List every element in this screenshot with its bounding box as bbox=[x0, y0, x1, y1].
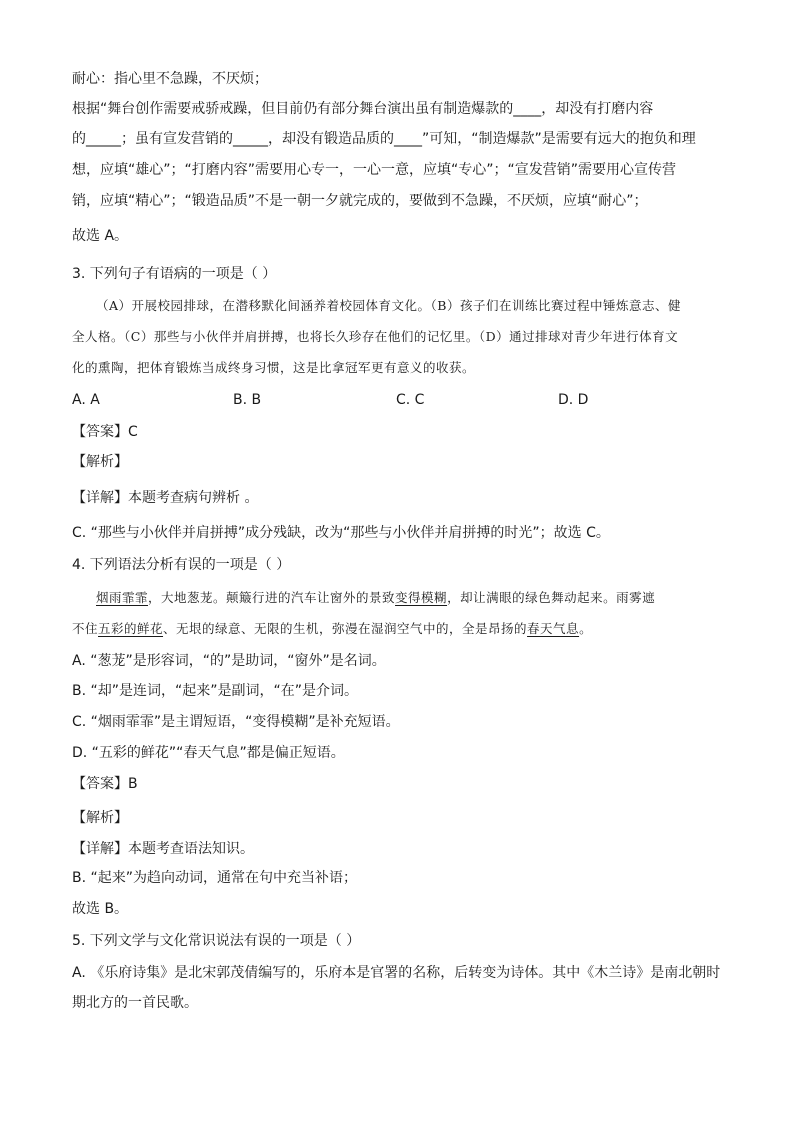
question-3-passage: （A）开展校园排球，在潜移默化间涵养着校园体育文化。（B）孩子们在训练比赛过程中锤炼意志、健 bbox=[96, 298, 681, 313]
answer-label: 【答案】B bbox=[72, 776, 138, 792]
option-a: A. “葱茏”是形容词，“的”是助词，“窗外”是名词。 bbox=[72, 653, 386, 669]
underlined-phrase: 春天气息 bbox=[527, 621, 580, 636]
detail-explanation: 【详解】本题考查语法知识。 bbox=[72, 841, 254, 857]
underlined-phrase: 五彩的鲜花 bbox=[98, 621, 164, 636]
question-3-stem: 3. 下列句子有语病的一项是（ ） bbox=[72, 266, 277, 282]
option-b: B. “却”是连词，“起来”是副词，“在”是介词。 bbox=[72, 683, 359, 699]
text-line: 故选 A。 bbox=[72, 228, 129, 244]
question-5-stem: 5. 下列文学与文化常识说法有误的一项是（ ） bbox=[72, 933, 361, 949]
explanation-line: C. “那些与小伙伴并肩拼搏”成分残缺，改为“那些与小伙伴并肩拼搏的时光”；故选 C。 bbox=[72, 525, 610, 541]
passage-text: ，却让满眼的绿色舞动起来。雨雾遮 bbox=[447, 590, 656, 605]
underlined-phrase: 变得模糊 bbox=[395, 590, 448, 605]
passage-text: 不住 bbox=[72, 621, 99, 636]
answer-label: 【答案】C bbox=[72, 424, 138, 440]
question-3-passage: 化的熏陶，把体育锻炼当成终身习惯，这是比拿冠军更有意义的收获。 bbox=[72, 360, 476, 375]
passage-text: 、无垠的绿意、无限的生机，弥漫在湿润空气中的，全是昂扬的 bbox=[163, 621, 528, 636]
passage-text: 。 bbox=[579, 621, 593, 636]
text-line: 耐心：指心里不急躁，不厌烦； bbox=[72, 71, 268, 87]
passage-text: 行进的汽车让窗外的景致 bbox=[252, 590, 396, 605]
question-4-passage bbox=[72, 619, 734, 639]
text-line: 想，应填“雄心”；“打磨内容”需要用心专一，一心一意，应填“专心”；“宣发营销”需要用心宣传营 bbox=[72, 162, 677, 178]
text-line: 销，应填“精心”；“锻造品质”不是一朝一夕就完成的，要做到不急躁，不厌烦，应填“耐心”； bbox=[72, 193, 648, 209]
option-a-continued: 期北方的一首民歌。 bbox=[72, 995, 198, 1011]
explanation-line: B. “起来”为趋向动词，通常在句中充当补语； bbox=[72, 870, 358, 886]
option-b: B. B bbox=[233, 392, 262, 408]
underlined-phrase: 烟雨霏霏 bbox=[96, 590, 149, 605]
question-4-passage bbox=[96, 588, 734, 608]
option-c: C. “烟雨霏霏”是主谓短语，“变得模糊”是补充短语。 bbox=[72, 714, 400, 730]
text-line: 根据“舞台创作需要戒骄戒躁，但目前仍有部分舞台演出虽有制造爆款的____，却没有打磨内容 bbox=[72, 101, 654, 117]
analysis-label: 【解析】 bbox=[72, 454, 128, 470]
detail-explanation: 【详解】本题考查病句辨析 。 bbox=[72, 490, 259, 506]
option-d: D. D bbox=[558, 392, 589, 408]
passage-text: ，大地葱茏。颠簸 bbox=[148, 590, 253, 605]
text-line: 的_____；虽有宣发营销的_____，却没有锻造品质的____”可知，“制造爆款”是需要有远大的抱负和理 bbox=[72, 131, 696, 147]
option-a: A. A bbox=[72, 392, 100, 408]
question-4-stem: 4. 下列语法分析有误的一项是（ ） bbox=[72, 557, 291, 573]
option-d: D. “五彩的鲜花”“春天气息”都是偏正短语。 bbox=[72, 745, 345, 761]
analysis-label: 【解析】 bbox=[72, 810, 128, 826]
option-a: A. 《乐府诗集》是北宋郭茂倩编写的，乐府本是官署的名称，后转变为诗体。其中《木兰诗》是南北朝时 bbox=[72, 965, 721, 981]
question-3-passage: 全人格。（C）那些与小伙伴并肩拼搏，也将长久珍存在他们的记忆里。（D）通过排球对青少年进行体育文 bbox=[72, 329, 679, 344]
option-c: C. C bbox=[396, 392, 425, 408]
selection-line: 故选 B。 bbox=[72, 901, 129, 917]
